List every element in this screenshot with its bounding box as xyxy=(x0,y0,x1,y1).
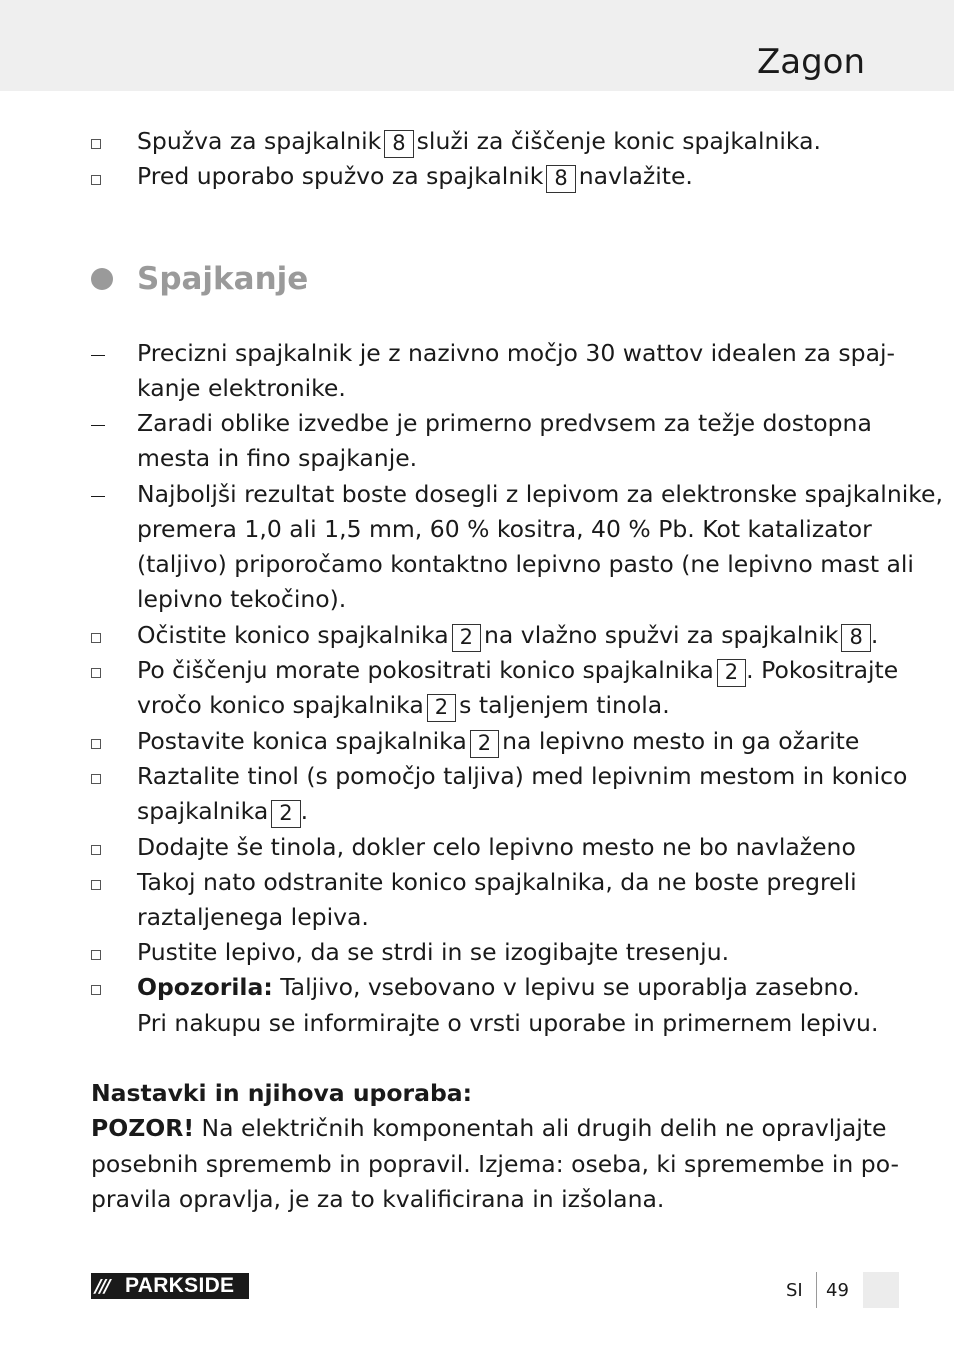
text: Očistite konico spajkalnika xyxy=(137,621,449,649)
text: Taljivo, vsebovano v lepivu se uporablja zasebno. xyxy=(280,973,860,1001)
step-6-line-1: Takoj nato odstranite konico spajkalnika, da ne boste pregreli xyxy=(137,868,857,896)
text: navlažite. xyxy=(578,162,693,190)
attachments-line-1 xyxy=(91,1111,886,1146)
page-title: Zagon xyxy=(756,42,865,82)
text: . Pokositrajte xyxy=(746,656,899,684)
part-reference-badge: 8 xyxy=(546,165,575,193)
dash-item-1-line-1: Precizni spajkalnik je z nazivno močjo 30 wattov idealen za spaj- xyxy=(137,339,896,367)
footer-divider xyxy=(816,1272,817,1308)
step-3 xyxy=(137,724,859,759)
text: Postavite konica spajkalnika xyxy=(137,727,467,755)
logo-text: PARKSIDE xyxy=(125,1274,235,1297)
step-6-line-2: raztaljenega lepiva. xyxy=(137,903,369,931)
text: na vlažno spužvi za spajkalnik xyxy=(484,621,839,649)
sponge-line-1 xyxy=(137,124,821,159)
part-reference-badge: 8 xyxy=(384,130,413,158)
step-1 xyxy=(137,618,878,653)
square-bullet-icon xyxy=(91,880,101,890)
page-number: 49 xyxy=(826,1280,849,1301)
attachments-heading xyxy=(91,1076,472,1111)
square-bullet-icon xyxy=(91,739,101,749)
text: Na električnih komponentah ali drugih delih ne opravljajte xyxy=(201,1114,887,1142)
part-reference-badge: 2 xyxy=(470,730,499,758)
square-bullet-icon xyxy=(91,139,101,149)
logo-slashes: /// xyxy=(95,1275,109,1297)
dash-item-3-line-1: Najboljši rezultat boste dosegli z lepivom za elektronske spajkalnike, xyxy=(137,480,943,508)
dash-item-3-line-2: premera 1,0 ali 1,5 mm, 60 % kositra, 40 % Pb. Kot katalizator xyxy=(137,515,872,543)
dash-item-1-line-2: kanje elektronike. xyxy=(137,374,346,402)
step-4-line-1: Raztalite tinol (s pomočjo taljiva) med lepivnim mestom in konico xyxy=(137,762,908,790)
step-5: Dodajte še tinola, dokler celo lepivno mesto ne bo navlaženo xyxy=(137,833,856,861)
sponge-line-2 xyxy=(137,159,693,194)
step-2-line-1 xyxy=(137,653,898,688)
square-bullet-icon xyxy=(91,985,101,995)
dash-item-3-line-4: lepivno tekočino). xyxy=(137,585,347,613)
parkside-logo xyxy=(91,1273,249,1299)
step-4-line-2 xyxy=(137,794,308,829)
part-reference-badge: 8 xyxy=(841,624,870,652)
text: s taljenjem tinola. xyxy=(459,691,670,719)
text: Po čiščenju morate pokositrati konico spajkalnika xyxy=(137,656,714,684)
dash-item-2-line-2: mesta in fino spajkanje. xyxy=(137,444,418,472)
square-bullet-icon xyxy=(91,175,101,185)
text: Spužva za spajkalnik xyxy=(137,127,382,155)
square-bullet-icon xyxy=(91,633,101,643)
part-reference-badge: 2 xyxy=(717,659,746,687)
dash-bullet-icon xyxy=(91,496,105,497)
part-reference-badge: 2 xyxy=(452,624,481,652)
dash-bullet-icon xyxy=(91,355,105,356)
text: . xyxy=(300,797,309,825)
language-code: SI xyxy=(786,1280,803,1301)
section-title: Spajkanje xyxy=(137,261,309,297)
text: . xyxy=(870,621,879,649)
square-bullet-icon xyxy=(91,668,101,678)
dash-item-3-line-3: (taljivo) priporočamo kontaktno lepivno pasto (ne lepivno mast ali xyxy=(137,550,914,578)
step-7: Pustite lepivo, da se strdi in se izogibajte tresenju. xyxy=(137,938,730,966)
square-bullet-icon xyxy=(91,950,101,960)
square-bullet-icon xyxy=(91,845,101,855)
part-reference-badge: 2 xyxy=(271,800,300,828)
text: Pred uporabo spužvo za spajkalnik xyxy=(137,162,544,190)
warning-label: POZOR! xyxy=(91,1114,195,1142)
step-8-line-2: Pri nakupu se informirajte o vrsti uporabe in primernem lepivu. xyxy=(137,1009,879,1037)
square-bullet-icon xyxy=(91,774,101,784)
text: na lepivno mesto in ga ožarite xyxy=(502,727,860,755)
text: služi za čiščenje konic spajkalnika. xyxy=(416,127,821,155)
heading-text: Nastavki in njihova uporaba: xyxy=(91,1079,473,1107)
attachments-line-2: posebnih sprememb in popravil. Izjema: oseba, ki spremembe in po- xyxy=(91,1150,899,1178)
part-reference-badge: 2 xyxy=(427,694,456,722)
dash-bullet-icon xyxy=(91,425,105,426)
step-2-line-2 xyxy=(137,688,670,723)
footer-tab-box xyxy=(863,1272,899,1308)
attachments-line-3: pravila opravlja, je za to kvalificirana in izšolana. xyxy=(91,1185,665,1213)
warning-label: Opozorila: xyxy=(137,973,273,1001)
text: spajkalnika xyxy=(137,797,269,825)
section-bullet-icon xyxy=(91,268,113,290)
text: vročo konico spajkalnika xyxy=(137,691,424,719)
step-8-line-1 xyxy=(137,970,860,1005)
dash-item-2-line-1: Zaradi oblike izvedbe je primerno predvsem za težje dostopna xyxy=(137,409,872,437)
